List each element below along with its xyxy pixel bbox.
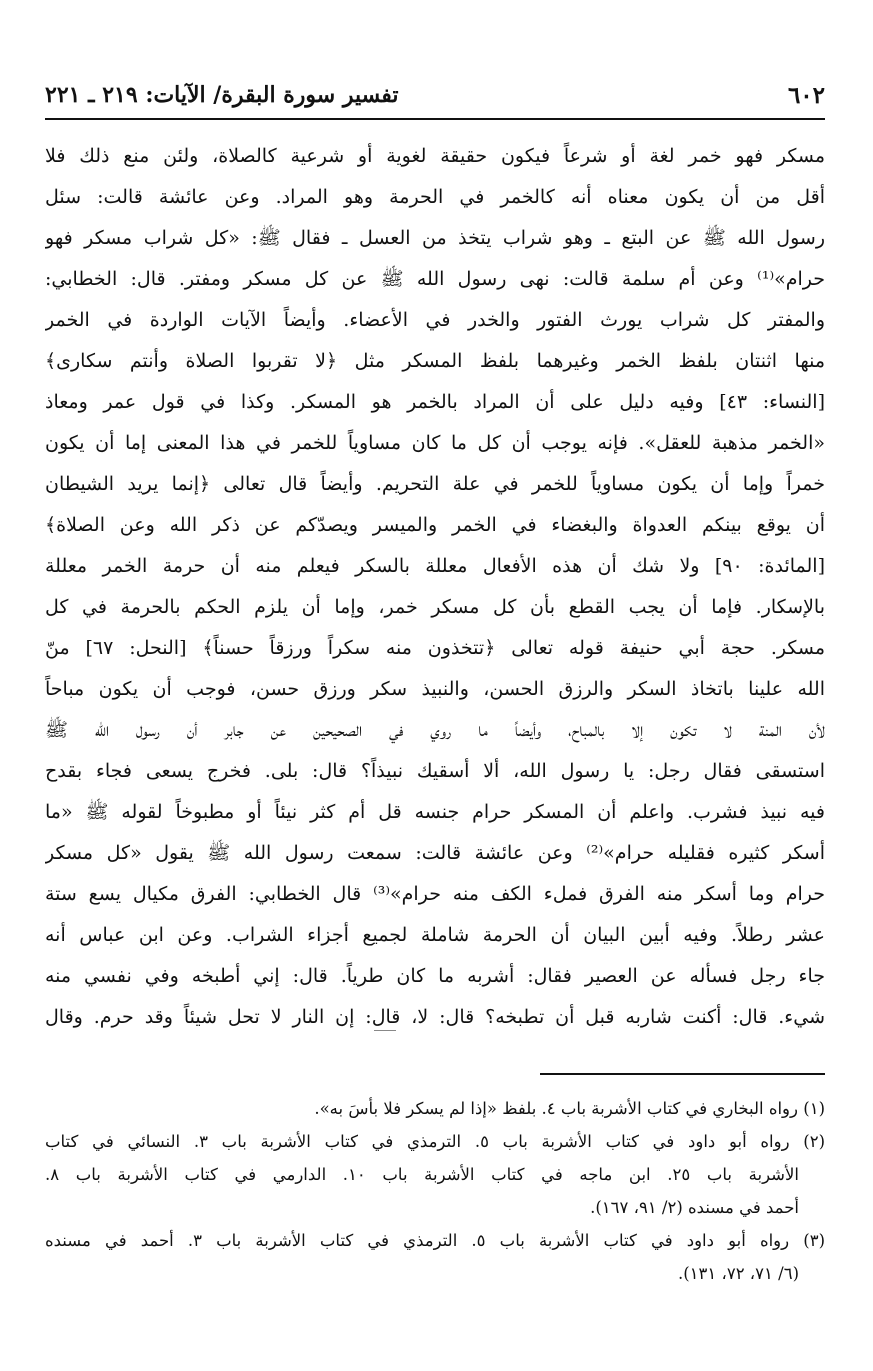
text-line: خمراً وإما أن يكون مساوياً للخمر في علة التحريم. وأيضاً قال تعالى ﴿إنما يريد الشيطان — [45, 473, 825, 495]
text-line: بالإسكار. فإما أن يجب القطع بأن كل مسكر خمر، وإما أن يلزم الحكم بالحرمة في كل — [45, 596, 825, 618]
text-line: لأن المنة لا تكون إلا بالمباح، وأيضاً ما روي في الصحيحين عن جابر أن رسول الله ﷺ — [45, 719, 825, 741]
text-line: [النساء: ٤٣] وفيه دليل على أن المراد بالخمر هو المسكر. وكذا في قول عمر ومعاذ — [45, 391, 825, 413]
text-line: منها اثنتان بلفظ الخمر وغيرهما بلفظ المسكر مثل ﴿لا تقربوا الصلاة وأنتم سكارى﴾ — [45, 350, 825, 372]
text-line: رسول الله ﷺ عن البتع ـ وهو شراب يتخذ من العسل ـ فقال ﷺ: «كل شراب مسكر فهو — [45, 227, 825, 249]
text-line: والمفتر كل شراب يورث الفتور والخدر في الأعضاء. وأيضاً الآيات الواردة في الخمر — [45, 309, 825, 331]
text-line: مسكر. حجة أبي حنيفة قوله تعالى ﴿تتخذون منه سكراً ورزقاً حسناً﴾ [النحل: ٦٧] منّ — [45, 637, 825, 659]
text-line: أسكر كثيره فقليله حرام»⁽²⁾ وعن عائشة قالت: سمعت رسول الله ﷺ يقول «كل مسكر — [45, 842, 825, 864]
text-line: [المائدة: ٩٠] ولا شك أن هذه الأفعال معللة بالسكر فيعلم منه أن حرمة الخمر معللة — [45, 555, 825, 577]
text-line: مسكر فهو خمر لغة أو شرعاً فيكون حقيقة لغوية أو شرعية كالصلاة، ولئن منع ذلك فلا — [45, 145, 825, 167]
running-title: تفسير سورة البقرة/ الآيات: ٢١٩ ـ ٢٢١ — [45, 82, 399, 108]
footnote-2: (٢) رواه أبو داود في كتاب الأشربة باب ٥. الترمذي في كتاب الأشربة باب ٣. النسائي في كتاب — [45, 1132, 825, 1151]
page-mark — [374, 1030, 396, 1031]
footnote-3-continued: (٦/ ٧١، ٧٢، ١٣١). — [677, 1264, 799, 1283]
body-text — [45, 136, 825, 1038]
page-header — [45, 82, 825, 120]
text-line: «الخمر مذهبة للعقل». فإنه يوجب أن كل ما كان مساوياً للخمر في هذا المعنى إما أن يكون — [45, 432, 825, 454]
footnote-separator — [540, 1073, 825, 1075]
text-line: جاء رجل فسأله عن العصير فقال: أشربه ما كان طرياً. قال: إني أطبخه وفي نفسي منه — [45, 965, 825, 987]
footnote-3: (٣) رواه أبو داود في كتاب الأشربة باب ٥. الترمذي في كتاب الأشربة باب ٣. أحمد في مسنده — [45, 1231, 825, 1250]
text-line: عشر رطلاً. وفيه أبين البيان أن الحرمة شاملة لجميع أجزاء الشراب. وعن ابن عباس أنه — [45, 924, 825, 946]
footnotes — [45, 1092, 825, 1290]
text-line: حرام وما أسكر منه الفرق فملء الكف منه حرام»⁽³⁾ قال الخطابي: الفرق مكيال يسع ستة — [45, 883, 825, 905]
text-line: حرام»⁽¹⁾ وعن أم سلمة قالت: نهى رسول الله ﷺ عن كل مسكر ومفتر. قال: الخطابي: — [45, 268, 825, 290]
footnote-2-continued: أحمد في مسنده (٢/ ٩١، ١٦٧). — [590, 1198, 799, 1217]
text-line: شيء. قال: أكنت شاربه قبل أن تطبخه؟ قال: لا، قال: إن النار لا تحل شيئاً وقد حرم. وقال — [45, 1006, 825, 1028]
text-line: أقل من أن يكون معناه أنه كالخمر في الحرمة وهو المراد. وعن عائشة قالت: سئل — [45, 186, 825, 208]
text-line: استسقى فقال رجل: يا رسول الله، ألا أسقيك نبيذاً؟ قال: بلى. فخرج يسعى فجاء بقدح — [45, 760, 825, 782]
text-line: أن يوقع بينكم العدواة والبغضاء في الخمر والميسر ويصدّكم عن ذكر الله وعن الصلاة﴾ — [45, 514, 825, 536]
text-line: فيه نبيذ فشرب. واعلم أن المسكر حرام جنسه قل أم كثر نيئاً أو مطبوخاً لقوله ﷺ «ما — [45, 801, 825, 823]
page-number: ٦٠٢ — [787, 82, 825, 109]
text-line: الله علينا باتخاذ السكر والرزق الحسن، والنبيذ سكر ورزق حسن، فوجب أن يكون مباحاً — [45, 678, 825, 700]
footnote-1: (١) رواه البخاري في كتاب الأشربة باب ٤. بلفظ «إذا لم يسكر فلا بأسَ به». — [314, 1099, 825, 1118]
footnote-2-continued: الأشربة باب ٢٥. ابن ماجه في كتاب الأشربة باب ١٠. الدارمي في كتاب الأشربة باب ٨. — [45, 1165, 799, 1184]
